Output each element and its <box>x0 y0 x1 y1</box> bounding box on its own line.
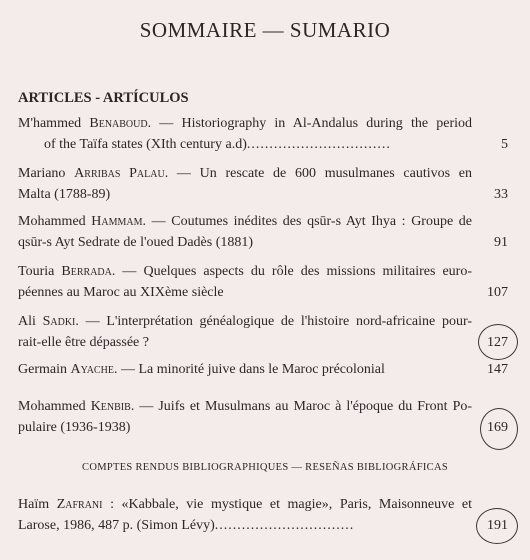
entry-title: Juifs et Musulmans au Maroc à l'époque du Front Po- <box>158 399 473 414</box>
entry-title: Quelques aspects du rôle des missions militaires euro- <box>143 264 472 279</box>
author-first: Mariano <box>18 166 66 181</box>
page-number: 127 <box>487 335 508 350</box>
entry-title: Un rescate de 600 musulmanes cautivos en <box>199 166 473 181</box>
entry-title-cont: rait-elle être dépassée ? <box>18 335 149 350</box>
toc-entry: Mariano Arribas Palau. — Un rescate de 600 musulmanes cautivos en Malta (1788-89) <box>18 166 473 202</box>
author-first: Mohammed <box>18 399 86 414</box>
author-first: Haïm <box>18 497 50 512</box>
author-first: Ali <box>18 314 36 329</box>
entry-title-cont: Malta (1788-89) <box>18 187 111 202</box>
section-heading-articles: ARTICLES - ARTÍCULOS <box>18 90 189 106</box>
toc-entry: Touria Berrada. — Quelques aspects du rôle des missions militaires euro- péennes au Maroc au XIXème siècle <box>18 264 472 300</box>
author-last: Zafrani <box>56 497 103 512</box>
author-last: Berrada <box>61 264 112 279</box>
page-number: 169 <box>487 420 508 435</box>
author-first: M'hammed <box>18 116 82 131</box>
entry-title: Coutumes inédites des qsūr-s Ayt Ihya : Groupe de <box>171 214 473 229</box>
entry-title: L'interprétation généalogique de l'histoire nord-africaine pour- <box>106 314 472 329</box>
author-first: Mohammed <box>18 214 86 229</box>
author-first: Germain <box>18 362 67 377</box>
entry-title: Historiography in Al-Andalus during the period <box>181 116 472 131</box>
entry-title-cont: pulaire (1936-1938) <box>18 420 131 435</box>
leader-dots: ................................ <box>246 137 391 152</box>
toc-entry: Mohammed Kenbib. — Juifs et Musulmans au Maroc à l'époque du Front Po- pulaire (1936-1938) <box>18 399 473 435</box>
toc-entry: Mohammed Hammam. — Coutumes inédites des qsūr-s Ayt Ihya : Groupe de qsūr-s Ayt Sedrate de l'oued Dadès (1881) <box>18 214 473 250</box>
page-title: SOMMAIRE — SUMARIO <box>139 18 391 42</box>
toc-entry: M'hammed Benaboud. — Historiography in Al-Andalus during the period of the Taïfa states (XIth century a.d)................................ <box>18 116 472 152</box>
page-number: 107 <box>487 285 508 300</box>
entry-title-cont: qsūr-s Ayt Sedrate de l'oued Dadès (1881) <box>18 235 254 250</box>
page-number: 191 <box>487 518 508 533</box>
author-last: Ayache <box>70 362 114 377</box>
entry-title: La minorité juive dans le Maroc précolonial <box>138 362 385 377</box>
page-number: 5 <box>501 137 508 152</box>
section-heading-reviews: COMPTES RENDUS BIBLIOGRAPHIQUES — RESEÑAS BIBLIOGRÁFICAS <box>82 462 448 473</box>
author-last: Sadki <box>42 314 76 329</box>
leader-dots: ............................... <box>214 518 355 533</box>
entry-title-cont: péennes au Maroc au XIXème siècle <box>18 285 224 300</box>
author-last: Benaboud <box>89 116 148 131</box>
author-last: Arribas Palau <box>74 166 165 181</box>
toc-entry: Ali Sadki. — L'interprétation généalogique de l'histoire nord-africaine pour- rait-elle être dépassée ? <box>18 314 472 350</box>
page-number: 33 <box>494 187 508 202</box>
author-last: Hammam <box>91 214 143 229</box>
page-number: 91 <box>494 235 508 250</box>
toc-entry: Germain Ayache. — La minorité juive dans le Maroc précolonial <box>18 362 385 377</box>
author-first: Touria <box>18 264 55 279</box>
entry-title-cont: of the Taïfa states (XIth century a.d) <box>44 137 247 152</box>
page-number: 147 <box>487 362 508 377</box>
entry-title-cont: Larose, 1986, 487 p. (Simon Lévy) <box>18 518 215 533</box>
author-last: Kenbib <box>90 399 131 414</box>
entry-title: «Kabbale, vie mystique et magie», Paris, Maisonneuve et <box>121 497 473 512</box>
review-entry: Haïm Zafrani : «Kabbale, vie mystique et magie», Paris, Maisonneuve et Larose, 1986, 487 p. (Simon Lévy)............................... <box>18 497 473 533</box>
